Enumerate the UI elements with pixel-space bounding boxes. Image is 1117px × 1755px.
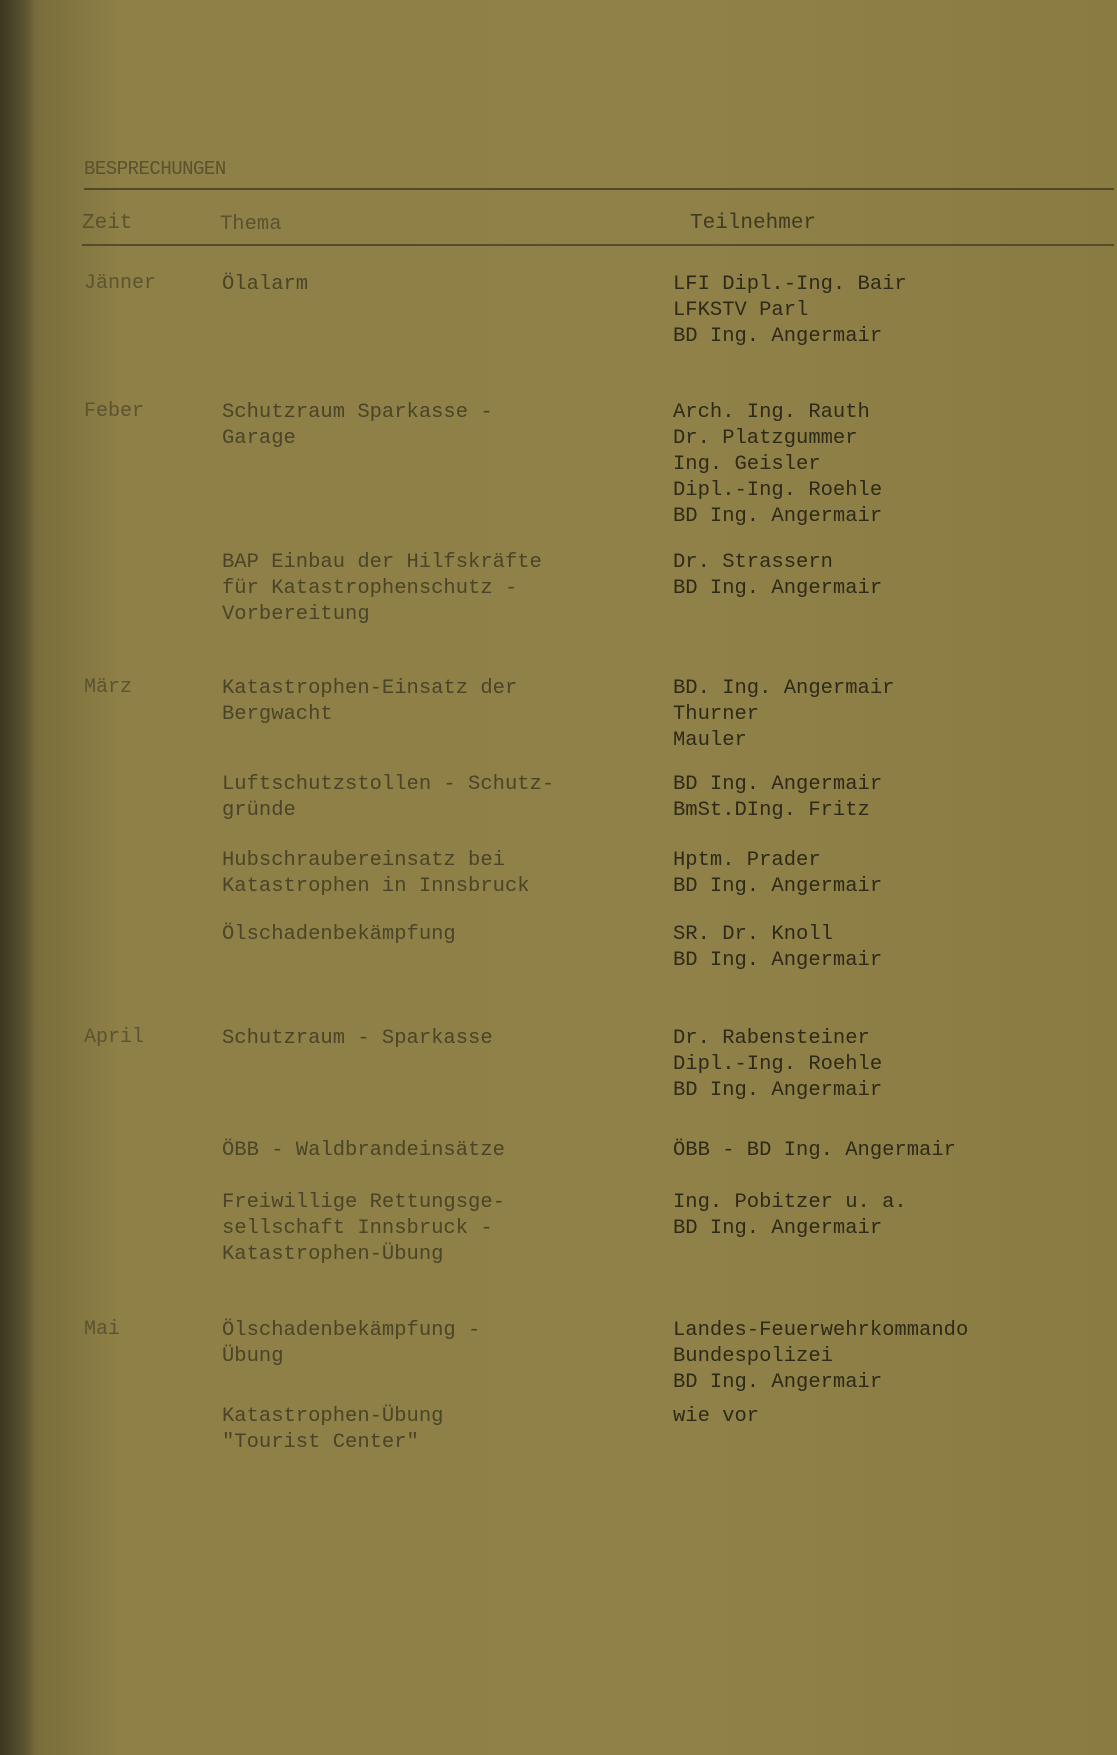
participant-line: wie vor bbox=[673, 1405, 760, 1428]
participant-line: ÖBB - BD Ing. Angermair bbox=[673, 1139, 956, 1162]
meeting-participants bbox=[673, 1026, 882, 1104]
topic-line: Bergwacht bbox=[222, 703, 333, 726]
page-edge-shadow bbox=[0, 0, 34, 1755]
topic-line: Vorbereitung bbox=[222, 603, 370, 626]
topic-line: Luftschutzstollen - Schutz- bbox=[222, 773, 555, 796]
participant-line: Arch. Ing. Rauth bbox=[673, 401, 870, 424]
participant-line: BD Ing. Angermair bbox=[673, 949, 883, 972]
participant-line: BD Ing. Angermair bbox=[673, 1371, 883, 1394]
heading-underline bbox=[84, 188, 1114, 190]
header-rule bbox=[82, 244, 1114, 246]
meeting-topic bbox=[222, 772, 554, 824]
topic-line: Katastrophen-Übung bbox=[222, 1243, 444, 1266]
participant-line: SR. Dr. Knoll bbox=[673, 923, 833, 946]
month-label: März bbox=[84, 676, 133, 699]
meeting-topic bbox=[222, 1190, 505, 1268]
meeting-participants bbox=[673, 772, 882, 824]
meeting-topic bbox=[222, 1404, 443, 1456]
month-label: Jänner bbox=[84, 272, 157, 295]
participant-line: LFI Dipl.-Ing. Bair bbox=[673, 273, 907, 296]
participant-line: Landes-Feuerwehrkommando bbox=[673, 1319, 969, 1342]
topic-line: Garage bbox=[222, 427, 296, 450]
meeting-participants bbox=[673, 848, 882, 900]
participant-line: BD Ing. Angermair bbox=[673, 875, 883, 898]
topic-line: ÖBB - Waldbrandeinsätze bbox=[222, 1139, 505, 1162]
month-label: April bbox=[84, 1026, 145, 1049]
participant-line: BD Ing. Angermair bbox=[673, 1079, 883, 1102]
topic-line: Katastrophen-Übung bbox=[222, 1405, 444, 1428]
topic-line: Hubschraubereinsatz bei bbox=[222, 849, 505, 872]
topic-line: gründe bbox=[222, 799, 296, 822]
meeting-participants bbox=[673, 1190, 907, 1242]
meeting-topic bbox=[222, 1026, 493, 1052]
topic-line: Katastrophen-Einsatz der bbox=[222, 677, 518, 700]
meeting-topic bbox=[222, 922, 456, 948]
participant-line: Dr. Strassern bbox=[673, 551, 833, 574]
participant-line: Dr. Platzgummer bbox=[673, 427, 858, 450]
meeting-participants bbox=[673, 922, 882, 974]
participant-line: Ing. Pobitzer u. a. bbox=[673, 1191, 907, 1214]
participant-line: Thurner bbox=[673, 703, 760, 726]
topic-line: sellschaft Innsbruck - bbox=[222, 1217, 493, 1240]
topic-line: Schutzraum - Sparkasse bbox=[222, 1027, 493, 1050]
participant-line: Bundespolizei bbox=[673, 1345, 833, 1368]
topic-line: Ölschadenbekämpfung bbox=[222, 923, 456, 946]
participant-line: BmSt.DIng. Fritz bbox=[673, 799, 870, 822]
meeting-participants bbox=[673, 676, 894, 754]
topic-line: Katastrophen in Innsbruck bbox=[222, 875, 530, 898]
meeting-topic bbox=[222, 1318, 480, 1370]
topic-line: Ölschadenbekämpfung - bbox=[222, 1319, 481, 1342]
meeting-participants bbox=[673, 550, 882, 602]
participant-line: Ing. Geisler bbox=[673, 453, 821, 476]
participant-line: BD Ing. Angermair bbox=[673, 325, 883, 348]
participant-line: Mauler bbox=[673, 729, 747, 752]
topic-line: "Tourist Center" bbox=[222, 1431, 419, 1454]
meeting-topic bbox=[222, 400, 493, 452]
meeting-participants bbox=[673, 1318, 968, 1396]
participant-line: Hptm. Prader bbox=[673, 849, 821, 872]
document-heading: BESPRECHUNGEN bbox=[84, 158, 226, 180]
participant-line: LFKSTV Parl bbox=[673, 299, 809, 322]
month-label: Mai bbox=[84, 1318, 121, 1341]
participant-line: BD Ing. Angermair bbox=[673, 577, 883, 600]
column-header-topic: Thema bbox=[220, 213, 282, 236]
month-label: Feber bbox=[84, 400, 145, 423]
meeting-participants bbox=[673, 272, 907, 350]
topic-line: für Katastrophenschutz - bbox=[222, 577, 518, 600]
meeting-topic bbox=[222, 676, 517, 728]
meeting-participants bbox=[673, 1404, 759, 1430]
column-header-time: Zeit bbox=[82, 212, 133, 235]
topic-line: Freiwillige Rettungsge- bbox=[222, 1191, 505, 1214]
participant-line: BD Ing. Angermair bbox=[673, 1217, 883, 1240]
participant-line: BD Ing. Angermair bbox=[673, 505, 883, 528]
meeting-topic bbox=[222, 1138, 505, 1164]
participant-line: Dipl.-Ing. Roehle bbox=[673, 1053, 883, 1076]
meeting-topic bbox=[222, 848, 530, 900]
meeting-topic bbox=[222, 272, 308, 298]
topic-line: Übung bbox=[222, 1345, 284, 1368]
topic-line: Ölalarm bbox=[222, 273, 309, 296]
topic-line: BAP Einbau der Hilfskräfte bbox=[222, 551, 542, 574]
participant-line: Dr. Rabensteiner bbox=[673, 1027, 870, 1050]
column-header-participants: Teilnehmer bbox=[690, 212, 817, 235]
meeting-participants bbox=[673, 400, 882, 530]
topic-line: Schutzraum Sparkasse - bbox=[222, 401, 493, 424]
participant-line: BD. Ing. Angermair bbox=[673, 677, 895, 700]
participant-line: Dipl.-Ing. Roehle bbox=[673, 479, 883, 502]
meeting-participants bbox=[673, 1138, 956, 1164]
participant-line: BD Ing. Angermair bbox=[673, 773, 883, 796]
meeting-topic bbox=[222, 550, 542, 628]
